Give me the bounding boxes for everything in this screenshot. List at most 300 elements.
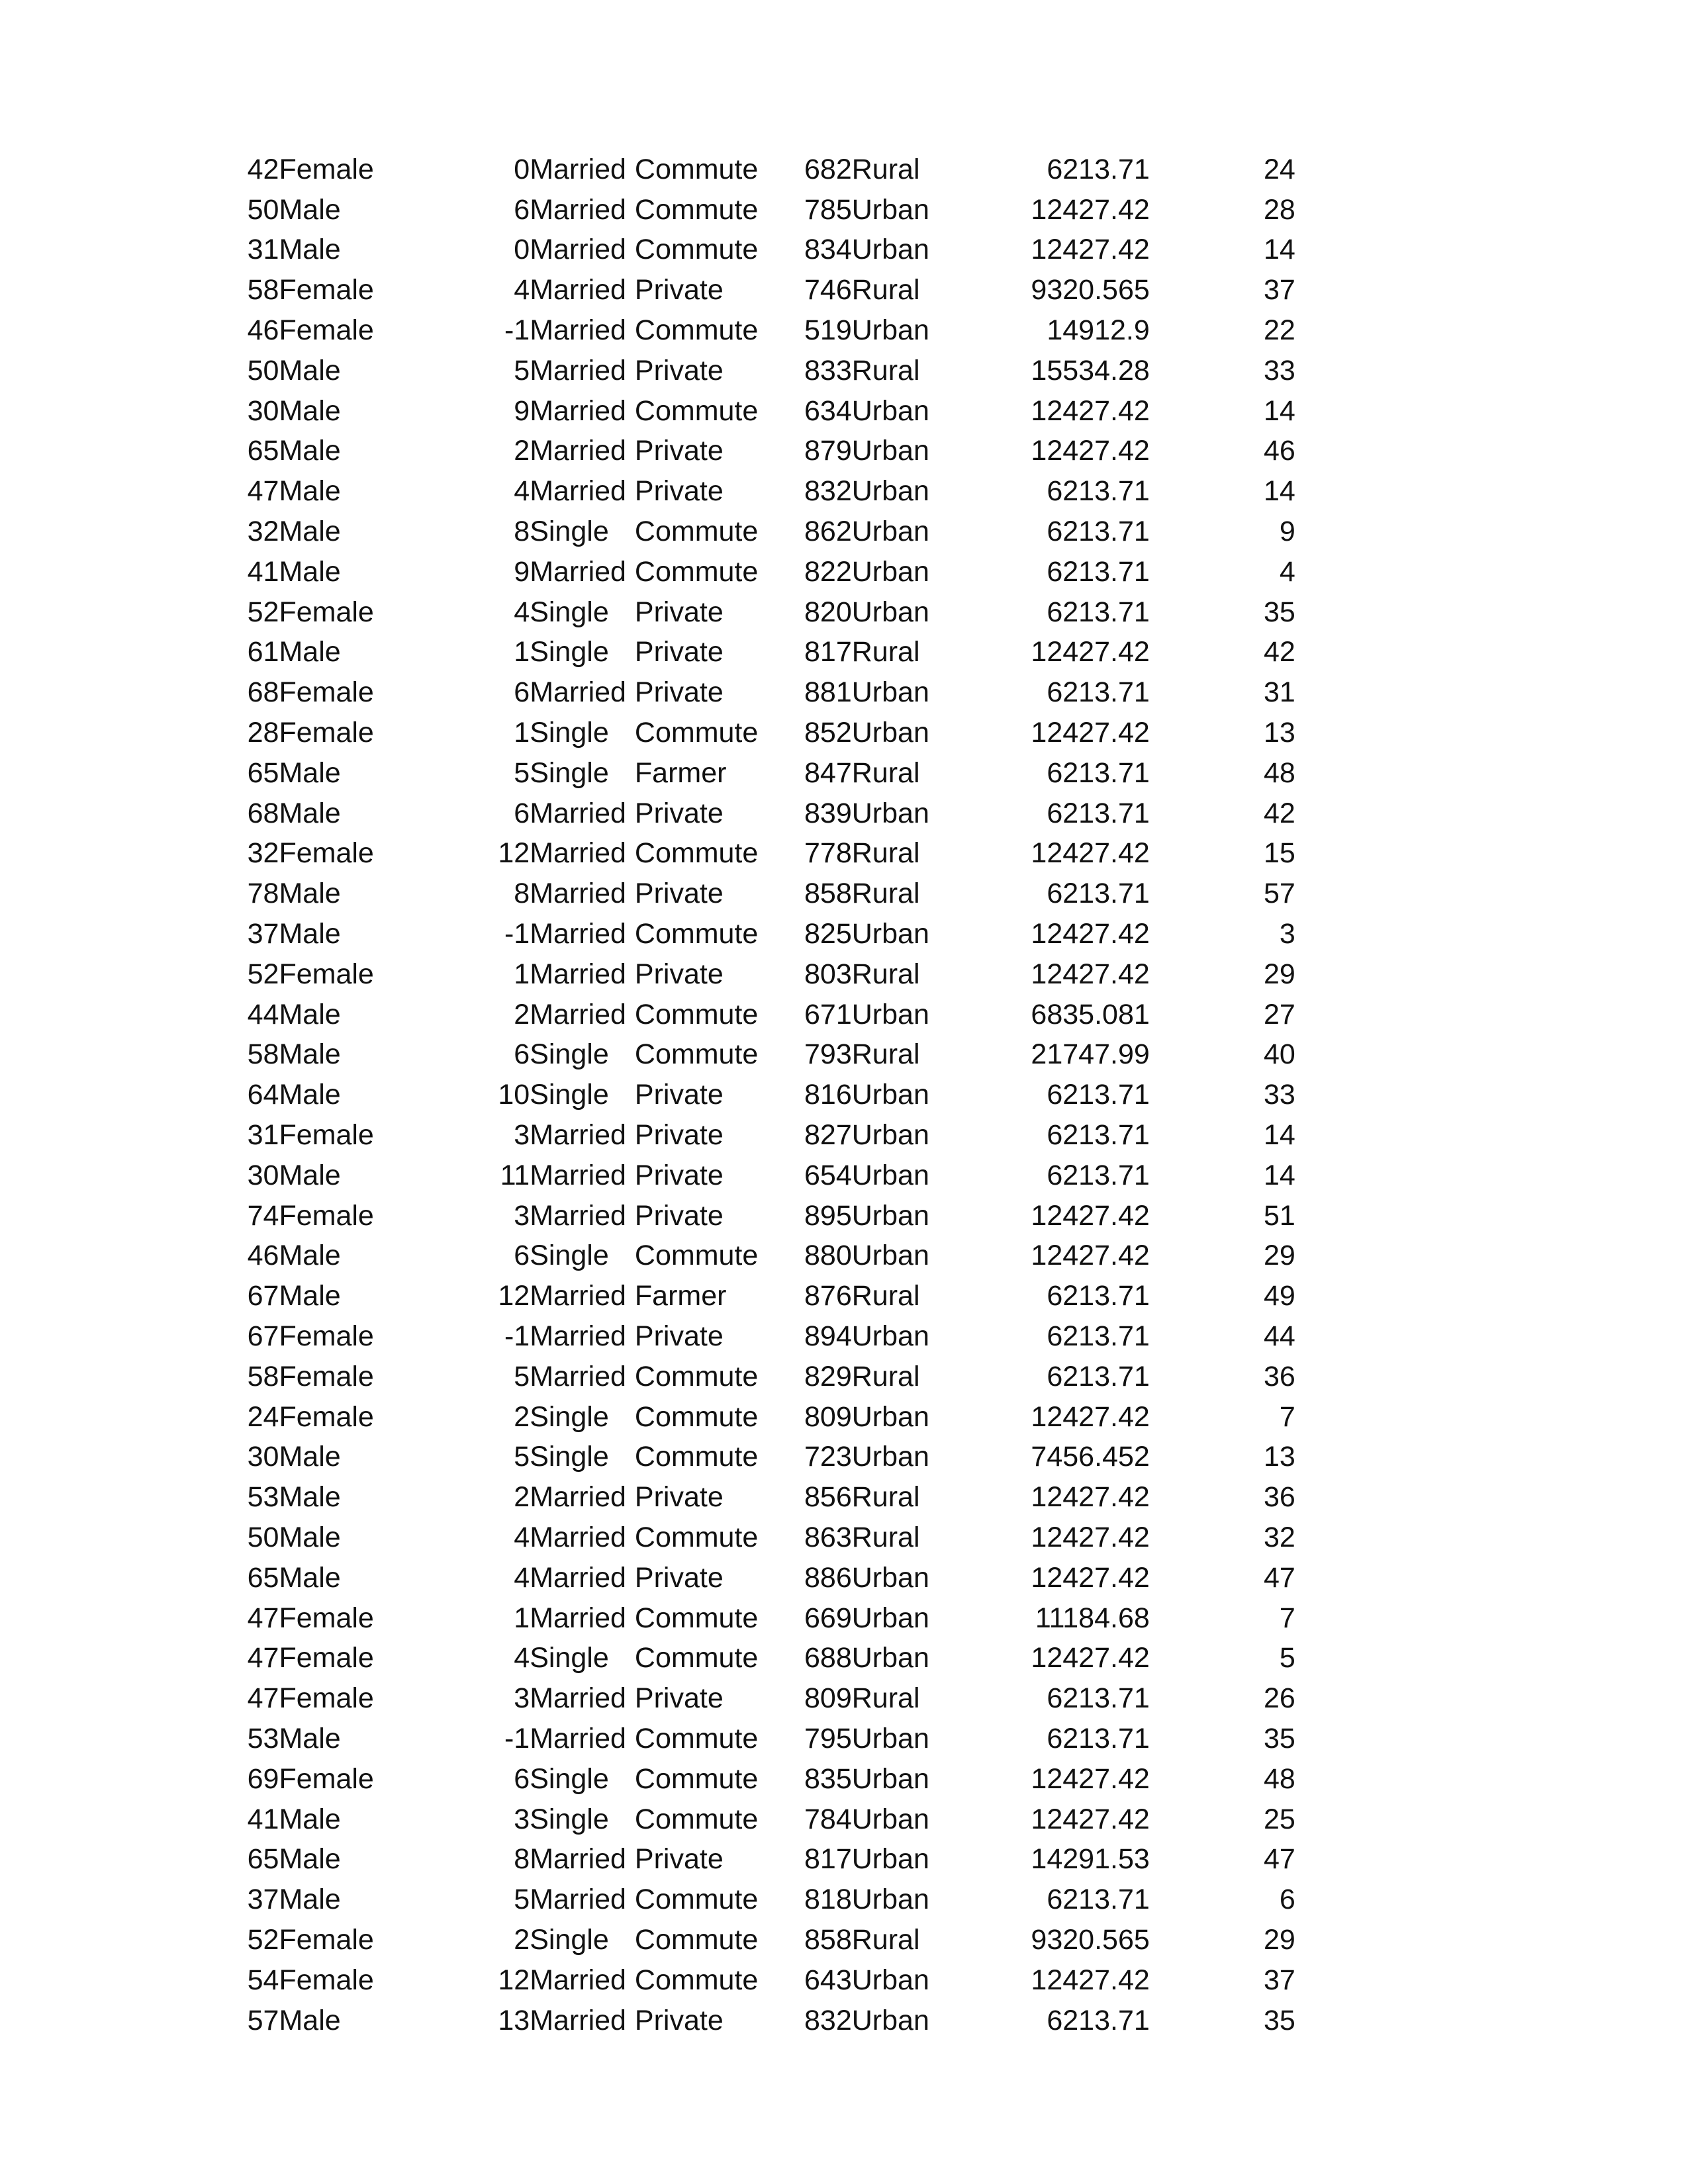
- value-cell: [1150, 552, 1688, 592]
- value-cell: [1150, 753, 1688, 794]
- age-cell: 32: [247, 837, 279, 870]
- count-cell: 2: [514, 435, 530, 467]
- code-cell: 856: [804, 1481, 852, 1514]
- value-cell: [1150, 592, 1688, 633]
- count-cell: 3: [514, 1119, 530, 1152]
- table-row: [238, 471, 1688, 512]
- table-row: [238, 391, 1688, 432]
- code-cell: 858: [804, 1923, 852, 1956]
- value-cell: [1150, 1035, 1688, 1075]
- value-cell: [1150, 1920, 1688, 1960]
- transport-cell: Private: [634, 676, 724, 709]
- table-row: [238, 995, 1688, 1035]
- amount-cell: 12427.42: [1031, 918, 1150, 950]
- code-cell: 634: [804, 394, 852, 427]
- area-cell: Rural: [851, 1360, 920, 1392]
- marital-status-cell: Married: [530, 193, 626, 226]
- gender-cell: Male: [279, 797, 341, 829]
- transport-cell: Commute: [634, 918, 759, 950]
- amount-cell: 12427.42: [1031, 958, 1150, 990]
- area-cell: Urban: [851, 918, 929, 950]
- gender-cell: Male: [279, 1038, 341, 1071]
- amount-cell: 12427.42: [1031, 1762, 1150, 1795]
- area-cell: Urban: [851, 998, 929, 1030]
- table-row: [238, 1115, 1688, 1156]
- marital-status-cell: Single: [530, 717, 609, 749]
- count-cell: 13: [498, 2004, 530, 2036]
- age-cell: 37: [247, 918, 279, 950]
- value-cell: [1150, 1075, 1688, 1115]
- count-cell: 4: [514, 1521, 530, 1553]
- marital-status-cell: Married: [530, 354, 626, 387]
- marital-status-cell: Married: [530, 394, 626, 427]
- area-cell: Rural: [851, 837, 920, 870]
- age-cell: 78: [247, 878, 279, 910]
- code-cell: 820: [804, 596, 852, 628]
- amount-cell: 12427.42: [1031, 636, 1150, 668]
- value-text: 13: [1263, 1441, 1295, 1473]
- count-cell: 5: [514, 756, 530, 789]
- value-text: 29: [1263, 958, 1295, 990]
- code-cell: 643: [804, 1964, 852, 1996]
- value-text: 7: [1279, 1400, 1295, 1433]
- table-row: [238, 834, 1688, 874]
- table-row: [238, 270, 1688, 310]
- table-row: [238, 1156, 1688, 1196]
- transport-cell: Private: [634, 1079, 724, 1111]
- transport-cell: Private: [634, 958, 724, 990]
- value-cell: [1150, 874, 1688, 914]
- amount-cell: 12427.42: [1031, 837, 1150, 870]
- age-cell: 50: [247, 354, 279, 387]
- value-cell: [1150, 1678, 1688, 1719]
- transport-cell: Private: [634, 435, 724, 467]
- value-cell: [1150, 1196, 1688, 1236]
- marital-status-cell: Married: [530, 918, 626, 950]
- age-cell: 42: [247, 153, 279, 185]
- marital-status-cell: Married: [530, 2004, 626, 2036]
- age-cell: 41: [247, 1803, 279, 1835]
- area-cell: Rural: [851, 636, 920, 668]
- table-row: [238, 1437, 1688, 1478]
- count-cell: 9: [514, 555, 530, 588]
- amount-cell: 12427.42: [1031, 1561, 1150, 1594]
- area-cell: Urban: [851, 2004, 929, 2036]
- amount-cell: 6213.71: [1047, 1159, 1150, 1191]
- value-cell: [1150, 954, 1688, 995]
- age-cell: 44: [247, 998, 279, 1030]
- marital-status-cell: Married: [530, 1199, 626, 1232]
- transport-cell: Commute: [634, 394, 759, 427]
- table-row: [238, 432, 1688, 472]
- value-text: 48: [1263, 1762, 1295, 1795]
- transport-cell: Commute: [634, 1762, 759, 1795]
- amount-cell: 12427.42: [1031, 1199, 1150, 1232]
- area-cell: Urban: [851, 1240, 929, 1272]
- amount-cell: 6213.71: [1047, 1280, 1150, 1312]
- value-text: 29: [1263, 1923, 1295, 1956]
- table-row: [238, 1196, 1688, 1236]
- transport-cell: Commute: [634, 717, 759, 749]
- transport-cell: Commute: [634, 555, 759, 588]
- marital-status-cell: Married: [530, 1521, 626, 1553]
- code-cell: 793: [804, 1038, 852, 1071]
- code-cell: 795: [804, 1722, 852, 1754]
- value-cell: [1150, 230, 1688, 271]
- value-cell: [1150, 1880, 1688, 1920]
- area-cell: Urban: [851, 193, 929, 226]
- amount-cell: 6213.71: [1047, 676, 1150, 709]
- area-cell: Urban: [851, 596, 929, 628]
- age-cell: 74: [247, 1199, 279, 1232]
- gender-cell: Female: [279, 958, 374, 990]
- age-cell: 53: [247, 1722, 279, 1754]
- area-cell: Rural: [851, 1682, 920, 1715]
- marital-status-cell: Married: [530, 837, 626, 870]
- area-cell: Urban: [851, 1602, 929, 1634]
- marital-status-cell: Married: [530, 1320, 626, 1352]
- age-cell: 65: [247, 435, 279, 467]
- value-text: 42: [1263, 797, 1295, 829]
- marital-status-cell: Married: [530, 1964, 626, 1996]
- value-text: 36: [1263, 1481, 1295, 1514]
- value-text: 7: [1279, 1602, 1295, 1634]
- area-cell: Urban: [851, 1199, 929, 1232]
- amount-cell: 6213.71: [1047, 555, 1150, 588]
- amount-cell: 9320.565: [1031, 274, 1150, 306]
- count-cell: 5: [514, 1884, 530, 1916]
- amount-cell: 6213.71: [1047, 1320, 1150, 1352]
- table-row: [238, 1598, 1688, 1639]
- amount-cell: 6213.71: [1047, 1682, 1150, 1715]
- amount-cell: 15534.28: [1031, 354, 1150, 387]
- transport-cell: Private: [634, 274, 724, 306]
- gender-cell: Male: [279, 1843, 341, 1876]
- marital-status-cell: Single: [530, 1642, 609, 1674]
- age-cell: 41: [247, 555, 279, 588]
- area-cell: Rural: [851, 274, 920, 306]
- transport-cell: Commute: [634, 234, 759, 266]
- area-cell: Urban: [851, 676, 929, 709]
- amount-cell: 9320.565: [1031, 1923, 1150, 1956]
- count-cell: 1: [514, 1602, 530, 1634]
- amount-cell: 6213.71: [1047, 596, 1150, 628]
- area-cell: Rural: [851, 153, 920, 185]
- area-cell: Urban: [851, 1079, 929, 1111]
- table-row: [238, 794, 1688, 834]
- gender-cell: Female: [279, 314, 374, 347]
- value-text: 6: [1279, 1884, 1295, 1916]
- marital-status-cell: Single: [530, 1923, 609, 1956]
- transport-cell: Private: [634, 596, 724, 628]
- value-text: 24: [1263, 153, 1295, 185]
- transport-cell: Private: [634, 1481, 724, 1514]
- value-text: 47: [1263, 1843, 1295, 1876]
- value-cell: [1150, 713, 1688, 753]
- code-cell: 809: [804, 1400, 852, 1433]
- marital-status-cell: Married: [530, 555, 626, 588]
- value-text: 35: [1263, 1722, 1295, 1754]
- age-cell: 52: [247, 1923, 279, 1956]
- table-row: [238, 552, 1688, 592]
- marital-status-cell: Married: [530, 1481, 626, 1514]
- marital-status-cell: Married: [530, 314, 626, 347]
- transport-cell: Private: [634, 1199, 724, 1232]
- gender-cell: Female: [279, 717, 374, 749]
- area-cell: Urban: [851, 555, 929, 588]
- amount-cell: 21747.99: [1031, 1038, 1150, 1071]
- gender-cell: Female: [279, 153, 374, 185]
- value-text: 35: [1263, 2004, 1295, 2036]
- transport-cell: Private: [634, 878, 724, 910]
- gender-cell: Female: [279, 274, 374, 306]
- count-cell: 3: [514, 1199, 530, 1232]
- transport-cell: Commute: [634, 1923, 759, 1956]
- count-cell: 4: [514, 1642, 530, 1674]
- marital-status-cell: Married: [530, 1561, 626, 1594]
- code-cell: 886: [804, 1561, 852, 1594]
- value-text: 27: [1263, 998, 1295, 1030]
- gender-cell: Male: [279, 998, 341, 1030]
- data-table: [238, 150, 1688, 2040]
- transport-cell: Commute: [634, 314, 759, 347]
- value-cell: [1150, 1357, 1688, 1397]
- gender-cell: Male: [279, 2004, 341, 2036]
- amount-cell: 6213.71: [1047, 516, 1150, 548]
- amount-cell: 6213.71: [1047, 1722, 1150, 1754]
- area-cell: Urban: [851, 1400, 929, 1433]
- count-cell: 12: [498, 837, 530, 870]
- gender-cell: Male: [279, 756, 341, 789]
- gender-cell: Male: [279, 193, 341, 226]
- value-cell: [1150, 1518, 1688, 1558]
- age-cell: 58: [247, 1038, 279, 1071]
- age-cell: 69: [247, 1762, 279, 1795]
- count-cell: 11: [500, 1159, 530, 1191]
- table-row: [238, 1316, 1688, 1357]
- count-cell: 3: [514, 1803, 530, 1835]
- age-cell: 61: [247, 636, 279, 668]
- age-cell: 30: [247, 1159, 279, 1191]
- table-row: [238, 230, 1688, 271]
- gender-cell: Female: [279, 596, 374, 628]
- code-cell: 827: [804, 1119, 852, 1152]
- age-cell: 47: [247, 1682, 279, 1715]
- count-cell: 3: [514, 1682, 530, 1715]
- age-cell: 28: [247, 717, 279, 749]
- transport-cell: Commute: [634, 193, 759, 226]
- table-row: [238, 874, 1688, 914]
- transport-cell: Private: [634, 636, 724, 668]
- count-cell: -1: [504, 1722, 530, 1754]
- amount-cell: 6213.71: [1047, 878, 1150, 910]
- value-cell: [1150, 391, 1688, 432]
- amount-cell: 6213.71: [1047, 1079, 1150, 1111]
- transport-cell: Commute: [634, 1400, 759, 1433]
- value-text: 35: [1263, 596, 1295, 628]
- value-cell: [1150, 1598, 1688, 1639]
- code-cell: 894: [804, 1320, 852, 1352]
- value-cell: [1150, 633, 1688, 673]
- marital-status-cell: Single: [530, 1240, 609, 1272]
- gender-cell: Male: [279, 435, 341, 467]
- gender-cell: Male: [279, 1561, 341, 1594]
- table-row: [238, 1759, 1688, 1799]
- marital-status-cell: Single: [530, 1079, 609, 1111]
- age-cell: 46: [247, 1240, 279, 1272]
- age-cell: 30: [247, 394, 279, 427]
- age-cell: 32: [247, 516, 279, 548]
- area-cell: Urban: [851, 516, 929, 548]
- value-cell: [1150, 1638, 1688, 1678]
- value-text: 48: [1263, 756, 1295, 789]
- table-row: [238, 753, 1688, 794]
- value-text: 37: [1263, 1964, 1295, 1996]
- code-cell: 825: [804, 918, 852, 950]
- area-cell: Rural: [851, 1481, 920, 1514]
- transport-cell: Private: [634, 1843, 724, 1876]
- amount-cell: 12427.42: [1031, 193, 1150, 226]
- marital-status-cell: Married: [530, 676, 626, 709]
- transport-cell: Commute: [634, 1240, 759, 1272]
- code-cell: 746: [804, 274, 852, 306]
- count-cell: 4: [514, 475, 530, 508]
- value-cell: [1150, 432, 1688, 472]
- count-cell: 6: [514, 797, 530, 829]
- amount-cell: 12427.42: [1031, 234, 1150, 266]
- area-cell: Rural: [851, 958, 920, 990]
- table-row: [238, 1880, 1688, 1920]
- value-cell: [1150, 351, 1688, 391]
- age-cell: 58: [247, 1360, 279, 1392]
- amount-cell: 6213.71: [1047, 756, 1150, 789]
- amount-cell: 6213.71: [1047, 797, 1150, 829]
- gender-cell: Male: [279, 1079, 341, 1111]
- transport-cell: Private: [634, 1682, 724, 1715]
- table-row: [238, 1357, 1688, 1397]
- marital-status-cell: Single: [530, 1400, 609, 1433]
- table-row: [238, 1397, 1688, 1437]
- table-row: [238, 2001, 1688, 2041]
- code-cell: 682: [804, 153, 852, 185]
- area-cell: Urban: [851, 1803, 929, 1835]
- area-cell: Urban: [851, 1722, 929, 1754]
- marital-status-cell: Single: [530, 1038, 609, 1071]
- value-text: 36: [1263, 1360, 1295, 1392]
- gender-cell: Male: [279, 475, 341, 508]
- area-cell: Urban: [851, 475, 929, 508]
- age-cell: 67: [247, 1320, 279, 1352]
- value-cell: [1150, 1156, 1688, 1196]
- value-cell: [1150, 914, 1688, 954]
- gender-cell: Female: [279, 1199, 374, 1232]
- marital-status-cell: Married: [530, 435, 626, 467]
- age-cell: 50: [247, 1521, 279, 1553]
- value-cell: [1150, 995, 1688, 1035]
- area-cell: Rural: [851, 1038, 920, 1071]
- code-cell: 671: [804, 998, 852, 1030]
- marital-status-cell: Single: [530, 1441, 609, 1473]
- gender-cell: Male: [279, 394, 341, 427]
- area-cell: Urban: [851, 1843, 929, 1876]
- gender-cell: Male: [279, 918, 341, 950]
- area-cell: Urban: [851, 1320, 929, 1352]
- marital-status-cell: Married: [530, 274, 626, 306]
- marital-status-cell: Single: [530, 1803, 609, 1835]
- gender-cell: Male: [279, 516, 341, 548]
- code-cell: 834: [804, 234, 852, 266]
- age-cell: 30: [247, 1441, 279, 1473]
- transport-cell: Private: [634, 2004, 724, 2036]
- table-row: [238, 1477, 1688, 1518]
- code-cell: 895: [804, 1199, 852, 1232]
- value-text: 42: [1263, 636, 1295, 668]
- gender-cell: Male: [279, 1884, 341, 1916]
- table-row: [238, 1638, 1688, 1678]
- gender-cell: Female: [279, 1119, 374, 1152]
- table-row: [238, 592, 1688, 633]
- count-cell: 12: [498, 1280, 530, 1312]
- area-cell: Rural: [851, 756, 920, 789]
- table-row: [238, 1276, 1688, 1316]
- table-row: [238, 1920, 1688, 1960]
- transport-cell: Commute: [634, 1360, 759, 1392]
- code-cell: 880: [804, 1240, 852, 1272]
- code-cell: 669: [804, 1602, 852, 1634]
- count-cell: 4: [514, 274, 530, 306]
- transport-cell: Private: [634, 797, 724, 829]
- area-cell: Rural: [851, 1521, 920, 1553]
- value-cell: [1150, 1960, 1688, 2001]
- age-cell: 47: [247, 1642, 279, 1674]
- amount-cell: 6213.71: [1047, 153, 1150, 185]
- transport-cell: Commute: [634, 998, 759, 1030]
- marital-status-cell: Single: [530, 1762, 609, 1795]
- gender-cell: Male: [279, 1159, 341, 1191]
- code-cell: 829: [804, 1360, 852, 1392]
- area-cell: Rural: [851, 1923, 920, 1956]
- code-cell: 847: [804, 756, 852, 789]
- transport-cell: Private: [634, 1119, 724, 1152]
- code-cell: 785: [804, 193, 852, 226]
- value-text: 14: [1263, 394, 1295, 427]
- count-cell: 1: [514, 958, 530, 990]
- marital-status-cell: Married: [530, 475, 626, 508]
- table-row: [238, 672, 1688, 713]
- amount-cell: 12427.42: [1031, 1642, 1150, 1674]
- gender-cell: Female: [279, 1964, 374, 1996]
- table-row: [238, 310, 1688, 351]
- gender-cell: Female: [279, 676, 374, 709]
- table-row: [238, 1960, 1688, 2001]
- code-cell: 862: [804, 516, 852, 548]
- amount-cell: 12427.42: [1031, 1240, 1150, 1272]
- area-cell: Urban: [851, 1159, 929, 1191]
- gender-cell: Female: [279, 1923, 374, 1956]
- count-cell: 10: [498, 1079, 530, 1111]
- amount-cell: 12427.42: [1031, 717, 1150, 749]
- age-cell: 24: [247, 1400, 279, 1433]
- count-cell: 8: [514, 516, 530, 548]
- transport-cell: Commute: [634, 1441, 759, 1473]
- amount-cell: 7456.452: [1031, 1441, 1150, 1473]
- count-cell: -1: [504, 918, 530, 950]
- area-cell: Urban: [851, 1884, 929, 1916]
- table-body: [238, 150, 1688, 2040]
- code-cell: 519: [804, 314, 852, 347]
- code-cell: 822: [804, 555, 852, 588]
- age-cell: 52: [247, 958, 279, 990]
